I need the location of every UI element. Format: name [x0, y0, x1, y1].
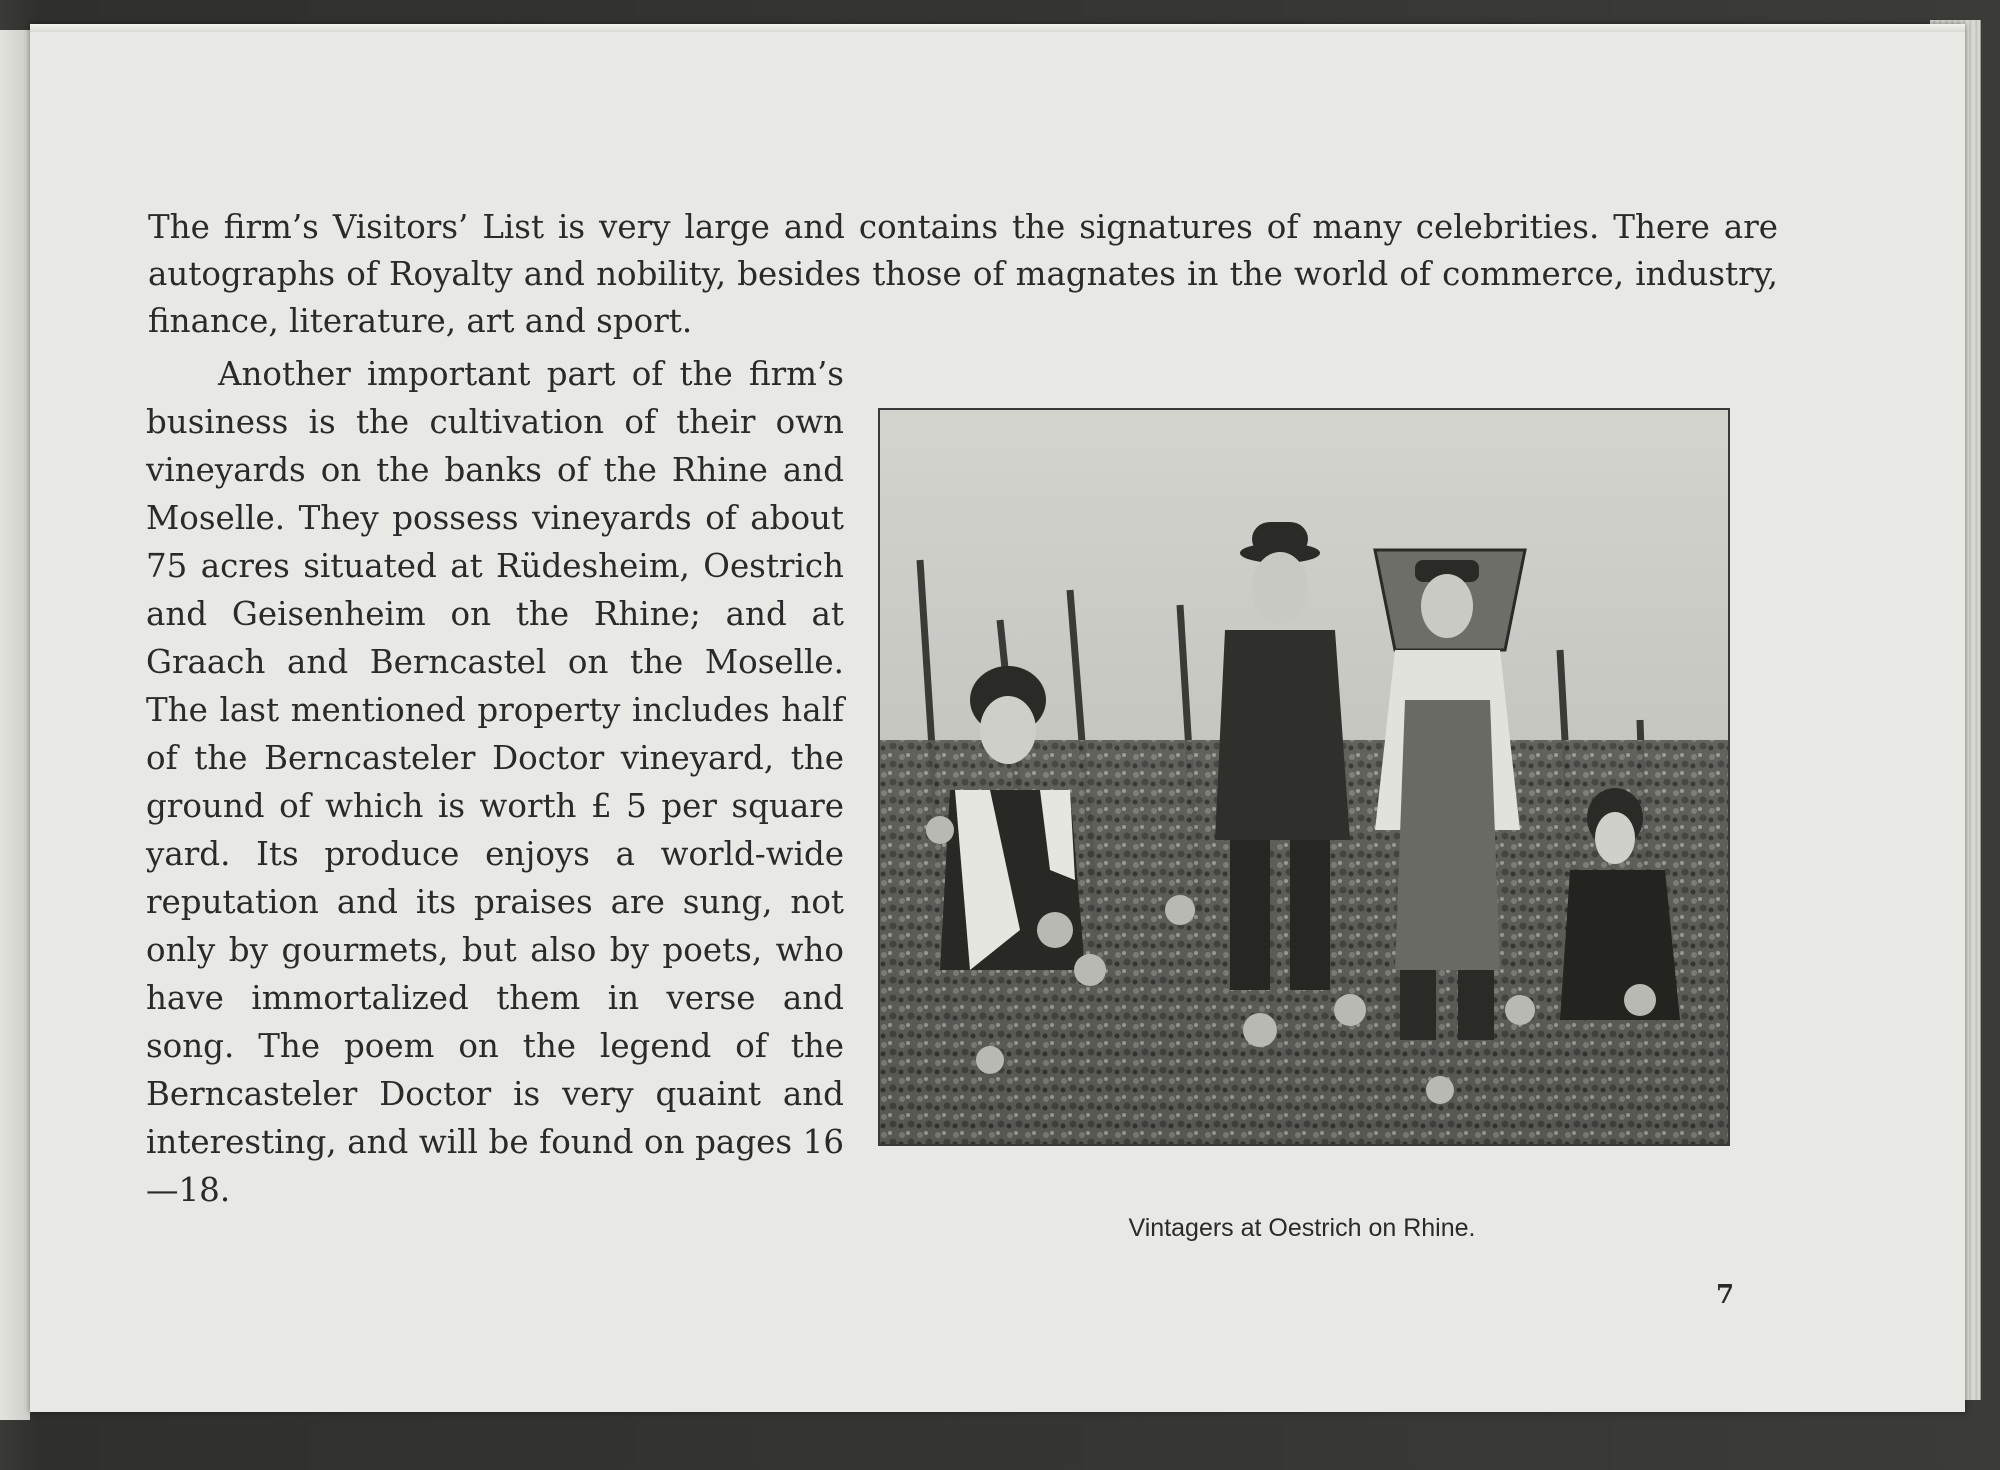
book-page: [30, 24, 1965, 1412]
body-paragraph: Another important part of the firm’s business is the cultivation of their own vineyards on the banks of the Rhine and Moselle. They possess vineyards of about 75 acres situated at Rüdesheim, Oestrich and Geisenheim on the Rhine; and at Graach and Berncastel on the Moselle. The last mentioned property includes half of the Berncasteler Doctor vineyard, the ground of which is worth £ 5 per square yard. Its produce enjoys a world-wide reputation and its praises are sung, not only by gourmets, but also by poets, who have immortalized them in verse and song. The poem on the legend of the Berncasteler Doctor is very quaint and interesting, and will be found on pages 16—18.: [146, 355, 844, 1209]
left-page-edge: [0, 30, 30, 1420]
photo-caption: Vintagers at Oestrich on Rhine.: [1128, 1214, 1476, 1242]
page-top-edge: [30, 24, 1965, 32]
photo-illustration: [880, 410, 1728, 1144]
intro-paragraph: The firm’s Visitors’ List is very large and contains the signatures of many celebrities. There are autographs of Royalty and nobility, besides those of magnates in the world of commerce, industry, finance, literature, art and sport.: [148, 208, 1778, 340]
page-number: 7: [1716, 1280, 1735, 1310]
vintagers-photograph: [878, 408, 1730, 1146]
